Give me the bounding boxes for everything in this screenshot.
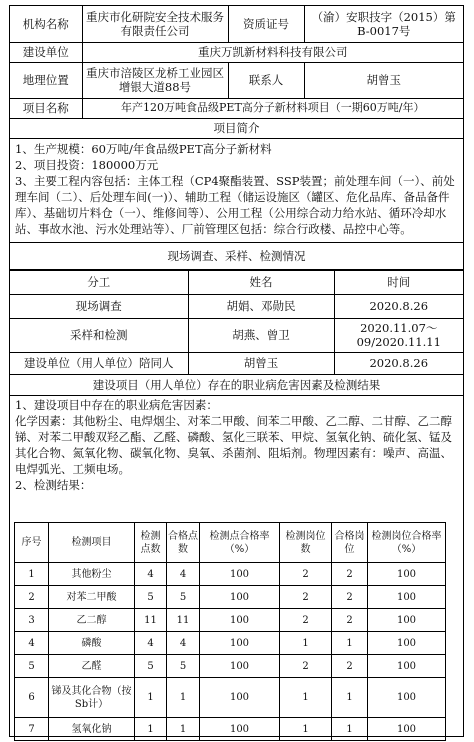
intro-line-2: 2、项目投资：180000万元 — [15, 157, 159, 172]
cell: 11 — [167, 609, 200, 632]
survey-time: 2020.8.26 — [334, 352, 463, 374]
hazards-text: 化学因素：其他粉尘、电焊烟尘、对苯二甲酸、间苯二甲酸、乙二醇、二甘醇、乙二醇锑、对苯二甲酸双羟乙酯、乙醛、磷酸、氢化三联苯、甲烷、氢氧化钠、硫化氢、锰及其化合物、氮氧化物、碳氧化物、臭氧、杀菌剂、阻垢剂。物理因素有：噪声、高温、电焊弧光、工频电场。 — [15, 413, 452, 476]
cell: 5 — [167, 586, 200, 609]
survey-header-role: 分工 — [10, 270, 188, 294]
cell: 100 — [200, 678, 280, 718]
table-row — [15, 655, 446, 678]
results-table — [14, 522, 446, 741]
cell: 5 — [167, 655, 200, 678]
location-value: 重庆市涪陵区龙桥工业园区增银大道88号 — [82, 62, 228, 98]
survey-names: 胡曾玉 — [188, 352, 334, 374]
intro-line-3: 3、主要工程内容包括：主体工程（CP4聚酯装置、SSP装置；前处理车间（一）、前处理车间（二）、后处理车间(一)）、辅助工程（储运设施区（罐区、危化品库、备品备件库）、基础切片料仓（一）、维修间等）、公用工程（公用综合动力给水站、循环冷却水站、事故水池、污水处理站等）、厂前管理区包括：综合行政楼、品控中心等。 — [15, 173, 455, 236]
cell: 7 — [15, 718, 49, 741]
survey-time: 2020.8.26 — [334, 294, 463, 318]
cell: 100 — [368, 678, 446, 718]
survey-role: 现场调查 — [10, 294, 188, 318]
results-header-posts: 检测岗位数 — [280, 523, 332, 563]
cell: 1 — [332, 678, 368, 718]
cell: 2 — [15, 586, 49, 609]
cell: 100 — [368, 609, 446, 632]
cell: 1 — [15, 563, 49, 586]
table-row — [15, 609, 446, 632]
cell: 乙二醇 — [49, 609, 135, 632]
cell: 4 — [167, 632, 200, 655]
basic-info-table — [10, 6, 463, 119]
results-header-index: 序号 — [15, 523, 49, 563]
cell: 100 — [200, 609, 280, 632]
table-row — [15, 632, 446, 655]
cell: 100 — [368, 563, 446, 586]
cell: 4 — [167, 563, 200, 586]
cell: 氢氧化钠 — [49, 718, 135, 741]
cell: 1 — [135, 678, 167, 718]
table-row — [15, 718, 446, 741]
cell: 11 — [135, 609, 167, 632]
cell: 100 — [200, 586, 280, 609]
cell: 2 — [332, 586, 368, 609]
cell: 4 — [15, 632, 49, 655]
cert-label: 资质证号 — [228, 6, 304, 42]
cell: 磷酸 — [49, 632, 135, 655]
unit-value: 重庆万凯新材料科技有限公司 — [82, 42, 463, 62]
cell: 100 — [368, 718, 446, 741]
cell: 100 — [200, 632, 280, 655]
cert-value: （渝）安职技字（2015）第B-0017号 — [304, 6, 463, 42]
results-subtitle: 2、检测结果： — [15, 477, 92, 492]
cell: 1 — [167, 718, 200, 741]
results-header-pass-points: 合格点数 — [167, 523, 200, 563]
survey-header-name: 姓名 — [188, 270, 334, 294]
org-value: 重庆市化研院安全技术服务有限责任公司 — [82, 6, 228, 42]
cell: 2 — [332, 563, 368, 586]
contact-label: 联系人 — [228, 62, 304, 98]
cell: 5 — [135, 586, 167, 609]
cell: 2 — [280, 563, 332, 586]
cell: 2 — [280, 609, 332, 632]
cell: 其他粉尘 — [49, 563, 135, 586]
table-row — [15, 586, 446, 609]
hazards-title: 建设项目（用人单位）存在的职业病危害因素及检测结果 — [10, 375, 463, 396]
survey-names: 胡燕、曾卫 — [188, 318, 334, 352]
project-label: 项目名称 — [10, 98, 82, 118]
cell: 100 — [200, 655, 280, 678]
cell: 1 — [332, 718, 368, 741]
cell: 1 — [167, 678, 200, 718]
hazards-subtitle: 1、建设项目中存在的职业病危害因素： — [15, 397, 218, 412]
unit-label: 建设单位 — [10, 42, 82, 62]
cell: 100 — [368, 655, 446, 678]
survey-role: 建设单位（用人单位）陪同人 — [10, 352, 188, 374]
cell: 乙醛 — [49, 655, 135, 678]
results-header-point-rate: 检测点合格率（%） — [200, 523, 280, 563]
survey-names: 胡娟、邓勋民 — [188, 294, 334, 318]
results-header-pass-posts: 合格岗位 — [332, 523, 368, 563]
cell: 锑及其化合物（按Sb计） — [49, 678, 135, 718]
cell: 100 — [200, 718, 280, 741]
cell: 2 — [280, 586, 332, 609]
survey-header-time: 时间 — [334, 270, 463, 294]
survey-table — [10, 270, 463, 375]
cell: 100 — [368, 632, 446, 655]
cell: 1 — [280, 718, 332, 741]
cell: 1 — [135, 718, 167, 741]
table-row — [15, 678, 446, 718]
results-header-item: 检测项目 — [49, 523, 135, 563]
cell: 100 — [200, 563, 280, 586]
cell: 1 — [332, 632, 368, 655]
cell: 4 — [135, 632, 167, 655]
intro-text — [10, 139, 463, 243]
results-header-points: 检测点数 — [135, 523, 167, 563]
org-label: 机构名称 — [10, 6, 82, 42]
cell: 100 — [368, 586, 446, 609]
results-header-post-rate: 检测岗位合格率（%） — [368, 523, 446, 563]
intro-title: 项目简介 — [10, 119, 463, 139]
survey-time: 2020.11.07～09/2020.11.11 — [334, 318, 463, 352]
cell: 6 — [15, 678, 49, 718]
cell: 2 — [280, 655, 332, 678]
cell: 1 — [280, 632, 332, 655]
project-value: 年产120万吨食品级PET高分子新材料项目（一期60万吨/年） — [82, 98, 463, 118]
cell: 3 — [15, 609, 49, 632]
cell: 4 — [135, 563, 167, 586]
hazards-section — [10, 396, 463, 493]
location-label: 地理位置 — [10, 62, 82, 98]
cell: 5 — [15, 655, 49, 678]
intro-line-1: 1、生产规模：60万吨/年食品级PET高分子新材料 — [15, 141, 272, 156]
cell: 1 — [280, 678, 332, 718]
cell: 2 — [332, 655, 368, 678]
cell: 对苯二甲酸 — [49, 586, 135, 609]
cell: 2 — [332, 609, 368, 632]
contact-value: 胡曾玉 — [304, 62, 463, 98]
table-row — [15, 563, 446, 586]
survey-role: 采样和检测 — [10, 318, 188, 352]
survey-title: 现场调查、采样、检测情况 — [10, 243, 463, 270]
cell: 5 — [135, 655, 167, 678]
